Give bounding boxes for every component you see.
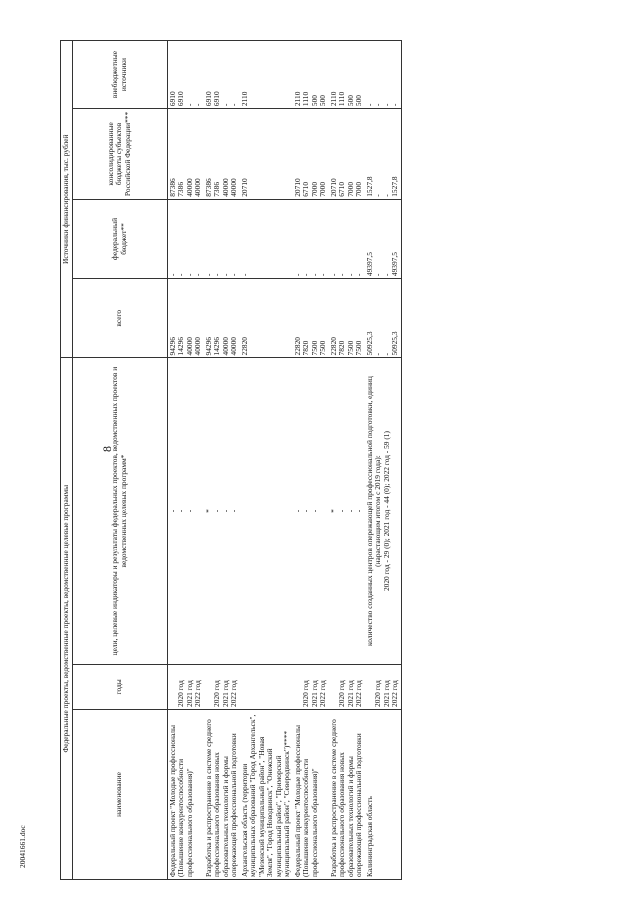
cell-ext xyxy=(167,41,204,109)
cell-fed-value: - xyxy=(212,273,222,277)
cell-ext xyxy=(240,41,293,109)
header-funding: Источники финансирования, тыс. рублей xyxy=(61,41,73,358)
year-label: 2022 год xyxy=(318,680,328,707)
cell-goals-value: - xyxy=(229,509,239,513)
cell-total-value: 22820 xyxy=(239,337,249,356)
cell-fed-value: - xyxy=(309,273,319,277)
table-row xyxy=(240,41,293,880)
cell-ext-value: 500 xyxy=(318,94,328,107)
header-regional: консолидированные бюджеты субъектов Российской Федерации*** xyxy=(72,109,167,200)
cell-total-value: 22820 xyxy=(328,337,338,356)
cell-goals-value: - xyxy=(309,509,319,513)
cell-reg-value: 1527,8 xyxy=(390,176,400,197)
cell-total-value: 22820 xyxy=(292,337,302,356)
cell-name: Разработка и распространение в системе среднего профессионального образования новых образовательных технологий и формы опережающей профессиональной подготовки xyxy=(204,709,240,879)
cell-fed-value: - xyxy=(229,273,239,277)
cell-reg-value: 20710 xyxy=(292,178,302,197)
cell-ext-value: - xyxy=(184,103,194,107)
year-label: 2021 год xyxy=(220,680,230,707)
cell-ext-value: - xyxy=(193,103,203,107)
cell-reg xyxy=(329,109,365,200)
header-goals: цели, целевые индикаторы и результаты федеральных проектов, ведомственных проектов и ведомственных целевых программ* xyxy=(72,358,167,664)
cell-goals xyxy=(293,358,329,664)
cell-fed-value: 49397,5 xyxy=(390,252,400,277)
cell-years xyxy=(329,664,365,709)
cell-goals-value: * xyxy=(203,509,213,513)
cell-reg xyxy=(293,109,329,200)
table-row xyxy=(329,41,365,880)
footer-filename: 20041661.doc xyxy=(18,825,27,868)
cell-goals-value: - xyxy=(220,509,230,513)
cell-goals-value: * xyxy=(328,509,338,513)
table-row xyxy=(204,41,240,880)
cell-total-value: 40000 xyxy=(193,337,203,356)
cell-fed-value: - xyxy=(354,273,364,277)
cell-fed xyxy=(329,199,365,278)
cell-total-value: 94296 xyxy=(203,337,213,356)
cell-ext-value: 6910 xyxy=(212,91,222,107)
cell-reg-value: 7386 xyxy=(176,181,186,197)
cell-fed-value: - xyxy=(337,273,347,277)
cell-reg-value: 6710 xyxy=(301,181,311,197)
header-total: всего xyxy=(72,279,167,358)
cell-fed-value: - xyxy=(292,273,302,277)
cell-ext-value: - xyxy=(220,103,230,107)
cell-fed-value: - xyxy=(318,273,328,277)
cell-total-value: 40000 xyxy=(229,337,239,356)
page-number: 8 xyxy=(100,446,114,452)
cell-goals-value: количество созданных центров опережающей профессиональной подготовки, единиц (нарастающим итогом с 2019 года): xyxy=(364,376,383,646)
cell-goals-value: - xyxy=(176,509,186,513)
cell-ext-value: - xyxy=(390,103,400,107)
cell-total-value: 14296 xyxy=(176,337,186,356)
cell-reg xyxy=(167,109,204,200)
cell-total-value: 14296 xyxy=(212,337,222,356)
cell-ext-value: 6910 xyxy=(176,91,186,107)
cell-goals-value: - xyxy=(301,509,311,513)
cell-ext-value: 1110 xyxy=(337,91,347,107)
cell-name: Федеральный проект "Молодые профессионалы (Повышение конкурентоспособности профессионального образования)" xyxy=(167,709,204,879)
cell-ext-value: - xyxy=(364,103,374,107)
cell-reg-value: 40000 xyxy=(220,178,230,197)
cell-goals-value: - xyxy=(212,509,222,513)
cell-ext-value: - xyxy=(381,103,391,107)
year-label: 2020 год xyxy=(176,680,186,707)
cell-total-value: 94296 xyxy=(167,337,177,356)
cell-total-value: 50925,3 xyxy=(364,331,374,356)
cell-fed-value: - xyxy=(381,273,391,277)
cell-fed-value: - xyxy=(345,273,355,277)
cell-reg-value: 40000 xyxy=(229,178,239,197)
cell-total-value: - xyxy=(381,353,391,356)
cell-ext-value: - xyxy=(229,103,239,107)
cell-fed-value: - xyxy=(239,273,249,277)
cell-fed xyxy=(240,199,293,278)
cell-ext xyxy=(329,41,365,109)
cell-fed-value: - xyxy=(167,273,177,277)
cell-fed-value: - xyxy=(193,273,203,277)
cell-goals xyxy=(365,358,402,664)
table-row xyxy=(365,41,402,880)
cell-name: Калининградская область xyxy=(365,709,402,879)
cell-fed xyxy=(204,199,240,278)
cell-years xyxy=(365,664,402,709)
cell-ext-value: 2110 xyxy=(328,91,338,107)
cell-ext-value: 500 xyxy=(354,94,364,107)
year-label: 2021 год xyxy=(184,680,194,707)
cell-reg-value: 87386 xyxy=(167,178,177,197)
year-label: 2020 год xyxy=(337,680,347,707)
cell-years xyxy=(167,664,204,709)
year-label: 2022 год xyxy=(193,680,203,707)
year-label: 2021 год xyxy=(309,680,319,707)
header-federal: федеральный бюджет** xyxy=(72,199,167,278)
cell-total-value: 40000 xyxy=(184,337,194,356)
year-label: 2020 год xyxy=(301,680,311,707)
cell-fed-value: - xyxy=(220,273,230,277)
cell-total-value: 7820 xyxy=(337,340,347,356)
cell-fed-value: - xyxy=(373,273,383,277)
cell-total-value: 7820 xyxy=(301,340,311,356)
cell-total xyxy=(293,279,329,358)
table-row xyxy=(293,41,329,880)
cell-total xyxy=(329,279,365,358)
cell-reg-value: 7000 xyxy=(309,181,319,197)
cell-ext-value: 6910 xyxy=(203,91,213,107)
cell-reg-value: 7386 xyxy=(212,181,222,197)
table-body xyxy=(167,41,401,880)
cell-goals xyxy=(167,358,204,664)
table-row xyxy=(167,41,204,880)
cell-ext-value: 500 xyxy=(345,94,355,107)
cell-reg-value: - xyxy=(381,194,391,197)
year-label: 2020 год xyxy=(212,680,222,707)
cell-reg-value: 7000 xyxy=(345,181,355,197)
cell-total-value: - xyxy=(373,353,383,356)
cell-reg xyxy=(204,109,240,200)
cell-reg-value: 20710 xyxy=(328,178,338,197)
cell-reg-value: 6710 xyxy=(337,181,347,197)
header-projects-group: Федеральные проекты, ведомственные проекты, ведомственные целевые программы xyxy=(61,358,73,880)
cell-total xyxy=(365,279,402,358)
cell-fed-value: - xyxy=(184,273,194,277)
cell-reg-value: 87386 xyxy=(203,178,213,197)
year-label: 2021 год xyxy=(381,680,391,707)
cell-reg-value: 7000 xyxy=(318,181,328,197)
cell-ext xyxy=(293,41,329,109)
cell-goals xyxy=(204,358,240,664)
header-name: наименование xyxy=(72,709,167,879)
cell-reg-value: - xyxy=(373,194,383,197)
cell-total xyxy=(167,279,204,358)
cell-goals xyxy=(329,358,365,664)
year-label: 2022 год xyxy=(229,680,239,707)
cell-goals-value: 2020 год - 29 (0); 2021 год - 44 (0); 2022 год - 59 (1) xyxy=(381,431,391,592)
cell-goals-value: - xyxy=(345,509,355,513)
cell-reg-value: 40000 xyxy=(193,178,203,197)
cell-name: Разработка и распространение в системе среднего профессионального образования новых образовательных технологий и формы опережающей профессиональной подготовки xyxy=(329,709,365,879)
header-extrabudget: внебюджетные источники xyxy=(72,41,167,109)
cell-fed-value: - xyxy=(203,273,213,277)
cell-total-value: 7500 xyxy=(318,340,328,356)
header-years: годы xyxy=(72,664,167,709)
cell-total xyxy=(240,279,293,358)
year-label: 2021 год xyxy=(345,680,355,707)
cell-total-value: 50925,3 xyxy=(390,331,400,356)
cell-fed-value: 49397,5 xyxy=(364,252,374,277)
cell-years xyxy=(293,664,329,709)
cell-ext xyxy=(365,41,402,109)
cell-name: Архангельская область (территории муниципальных образований "Город Архангельск", "Мезенский муниципальный район", "Новая Земля", "Город Новодвинск", "Онежский муниципальный район", "Приморский муниципальный район", "Северодвинск")**** xyxy=(240,709,293,879)
cell-goals-value: - xyxy=(337,509,347,513)
cell-reg xyxy=(365,109,402,200)
cell-goals-value: - xyxy=(292,509,302,513)
cell-fed-value: - xyxy=(176,273,186,277)
cell-goals-value: - xyxy=(167,509,177,513)
cell-ext-value: 2110 xyxy=(292,91,302,107)
cell-total-value: 7500 xyxy=(309,340,319,356)
funding-table xyxy=(60,40,402,880)
cell-ext-value: 1110 xyxy=(301,91,311,107)
cell-goals-value: - xyxy=(354,509,364,513)
year-label: 2022 год xyxy=(354,680,364,707)
cell-reg-value: 40000 xyxy=(184,178,194,197)
year-label: 2022 год xyxy=(390,680,400,707)
cell-ext-value: - xyxy=(373,103,383,107)
cell-years xyxy=(240,664,293,709)
cell-ext-value: 6910 xyxy=(167,91,177,107)
cell-fed-value: - xyxy=(328,273,338,277)
cell-name: Федеральный проект "Молодые профессионалы (Повышение конкурентоспособности профессионального образования)" xyxy=(293,709,329,879)
cell-fed xyxy=(365,199,402,278)
cell-years xyxy=(204,664,240,709)
cell-ext xyxy=(204,41,240,109)
cell-reg xyxy=(240,109,293,200)
cell-total-value: 7500 xyxy=(354,340,364,356)
year-label: 2020 год xyxy=(373,680,383,707)
cell-total xyxy=(204,279,240,358)
cell-goals-value: - xyxy=(184,509,194,513)
cell-total-value: 40000 xyxy=(220,337,230,356)
cell-fed-value: - xyxy=(301,273,311,277)
cell-total-value: 7500 xyxy=(345,340,355,356)
cell-reg-value: 1527,8 xyxy=(364,176,374,197)
cell-fed xyxy=(167,199,204,278)
cell-fed xyxy=(293,199,329,278)
rotated-table-container xyxy=(60,40,570,880)
cell-ext-value: 2110 xyxy=(239,91,249,107)
cell-ext-value: 500 xyxy=(309,94,319,107)
cell-reg-value: 20710 xyxy=(239,178,249,197)
cell-reg-value: 7000 xyxy=(354,181,364,197)
cell-goals xyxy=(240,358,293,664)
